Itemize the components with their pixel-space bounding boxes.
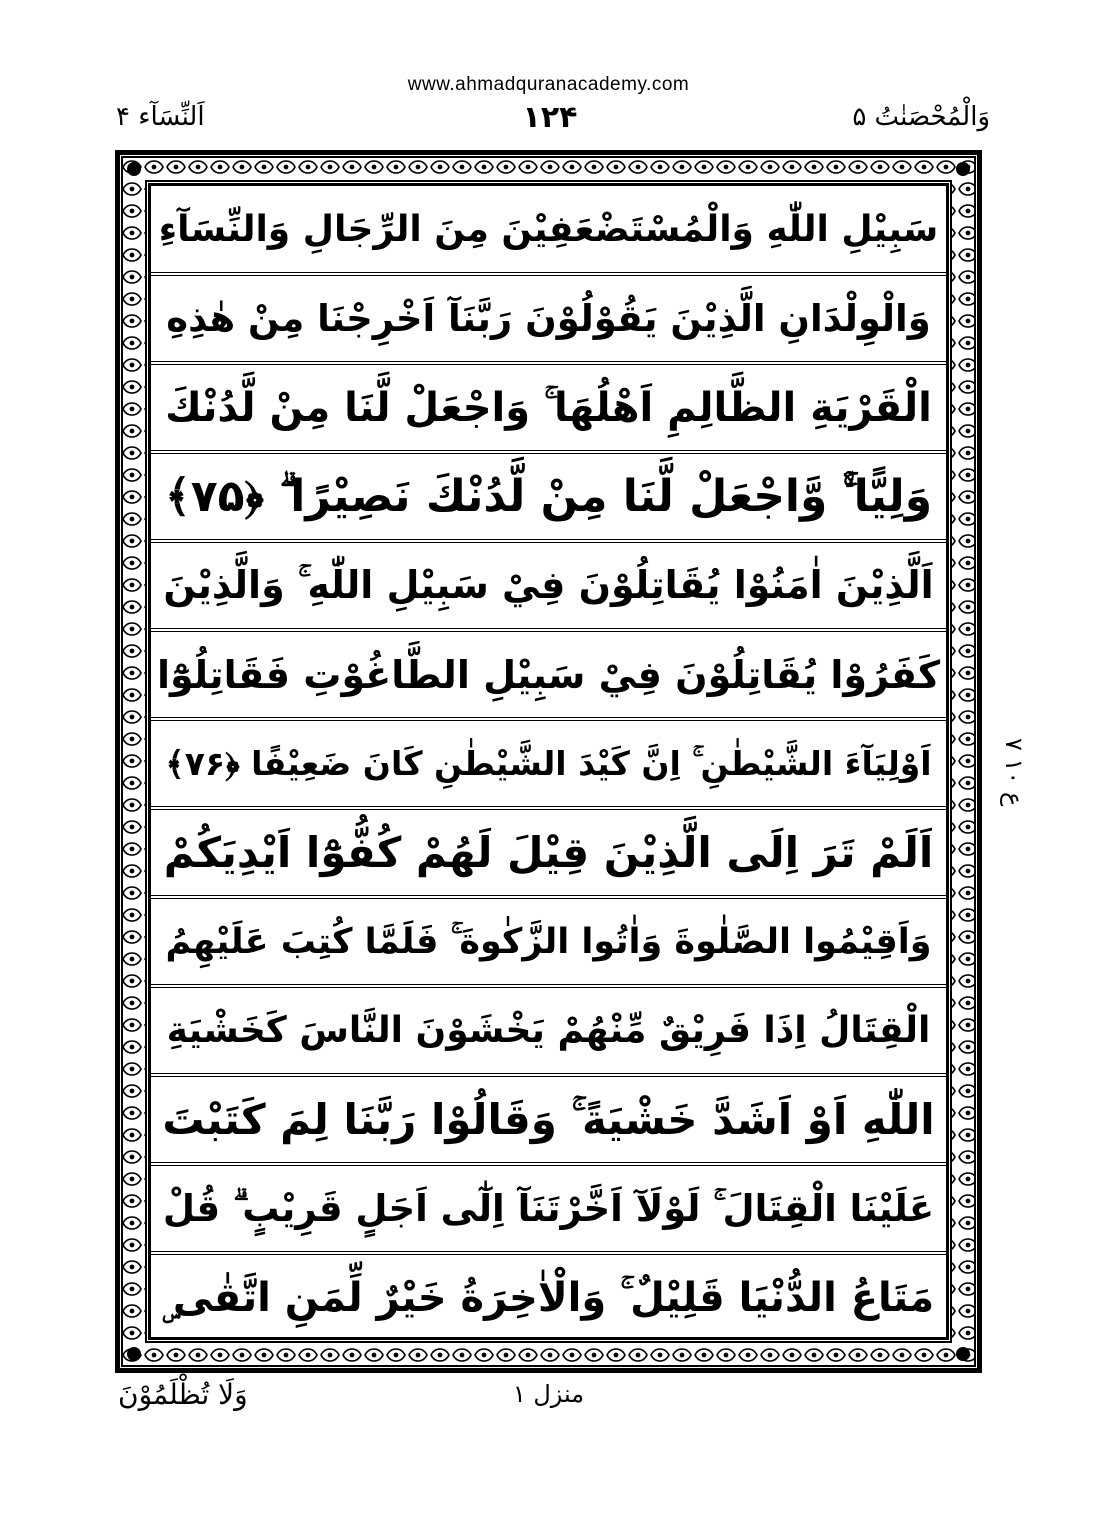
verse-line: الْقَرْيَةِ الظَّالِمِ اَهْلُهَا ۚ وَاجْعَلْ لَّنَا مِنْ لَّدُنْكَ bbox=[165, 384, 932, 431]
ruku-marker: ع ۱۰ ۷ bbox=[1000, 738, 1028, 807]
verse-line: وَاَقِيْمُوا الصَّلٰوةَ وَاٰتُوا الزَّكٰوةَ ۚ فَلَمَّا كُتِبَ عَلَيْهِمُ bbox=[165, 921, 932, 962]
surah-name: اَلنِّسَآء ۴ bbox=[116, 102, 205, 132]
page-header bbox=[110, 100, 990, 146]
verse-line: اَلَمْ تَرَ اِلَى الَّذِيْنَ قِيْلَ لَهُمْ كُفُّوْٓا اَيْدِيَكُمْ bbox=[163, 828, 934, 877]
website-url: www.ahmadquranacademy.com bbox=[407, 74, 690, 95]
verse-line: وَالْوِلْدَانِ الَّذِيْنَ يَقُوْلُوْنَ رَبَّنَآ اَخْرِجْنَا مِنْ هٰذِهِ bbox=[166, 297, 931, 340]
verse-line: وَلِيًّا ۙۚ وَّاجْعَلْ لَّنَا مِنْ لَّدُنْكَ نَصِيْرًا ۗ ﴿۷۵﴾ bbox=[164, 471, 933, 522]
verse-line: عَلَيْنَا الْقِتَالَ ۚ لَوْلَآ اَخَّرْتَنَآ اِلٰٓى اَجَلٍ قَرِيْبٍ ۗ قُلْ bbox=[162, 1186, 935, 1230]
verse-line: كَفَرُوْا يُقَاتِلُوْنَ فِيْ سَبِيْلِ الطَّاغُوْتِ فَقَاتِلُوْٓا bbox=[156, 652, 941, 697]
verse-line: اللّٰهِ اَوْ اَشَدَّ خَشْيَةً ۚ وَقَالُوْا رَبَّنَا لِمَ كَتَبْتَ bbox=[162, 1094, 935, 1144]
catchword: وَلَا تُظْلَمُوْنَ bbox=[118, 1378, 248, 1411]
verse-line: سَبِيْلِ اللّٰهِ وَالْمُسْتَضْعَفِيْنَ مِنَ الرِّجَالِ وَالنِّسَآءِ bbox=[158, 209, 939, 250]
verse-line: اَلَّذِيْنَ اٰمَنُوْا يُقَاتِلُوْنَ فِيْ سَبِيْلِ اللّٰهِ ۚ وَالَّذِيْنَ bbox=[163, 563, 934, 607]
page-number: ۱۲۴ bbox=[522, 100, 578, 135]
juz-name: وَالْمُحْصَنٰتُ ۵ bbox=[852, 102, 990, 132]
verse-line: الْقِتَالُ اِذَا فَرِيْقٌ مِّنْهُمْ يَخْشَوْنَ النَّاسَ كَخَشْيَةِ bbox=[166, 1010, 931, 1051]
manzil-label: منزل ۱ bbox=[512, 1380, 585, 1408]
verse-line: اَوْلِيَآءَ الشَّيْطٰنِ ۚ اِنَّ كَيْدَ الشَّيْطٰنِ كَانَ ضَعِيْفًا ﴿۷۶﴾ bbox=[165, 743, 932, 783]
text-block bbox=[148, 183, 949, 1340]
verse-line: مَتَاعُ الدُّنْيَا قَلِيْلٌ ۚ وَالْاٰخِرَةُ خَيْرٌ لِّمَنِ اتَّقٰى ۣ bbox=[162, 1274, 935, 1321]
